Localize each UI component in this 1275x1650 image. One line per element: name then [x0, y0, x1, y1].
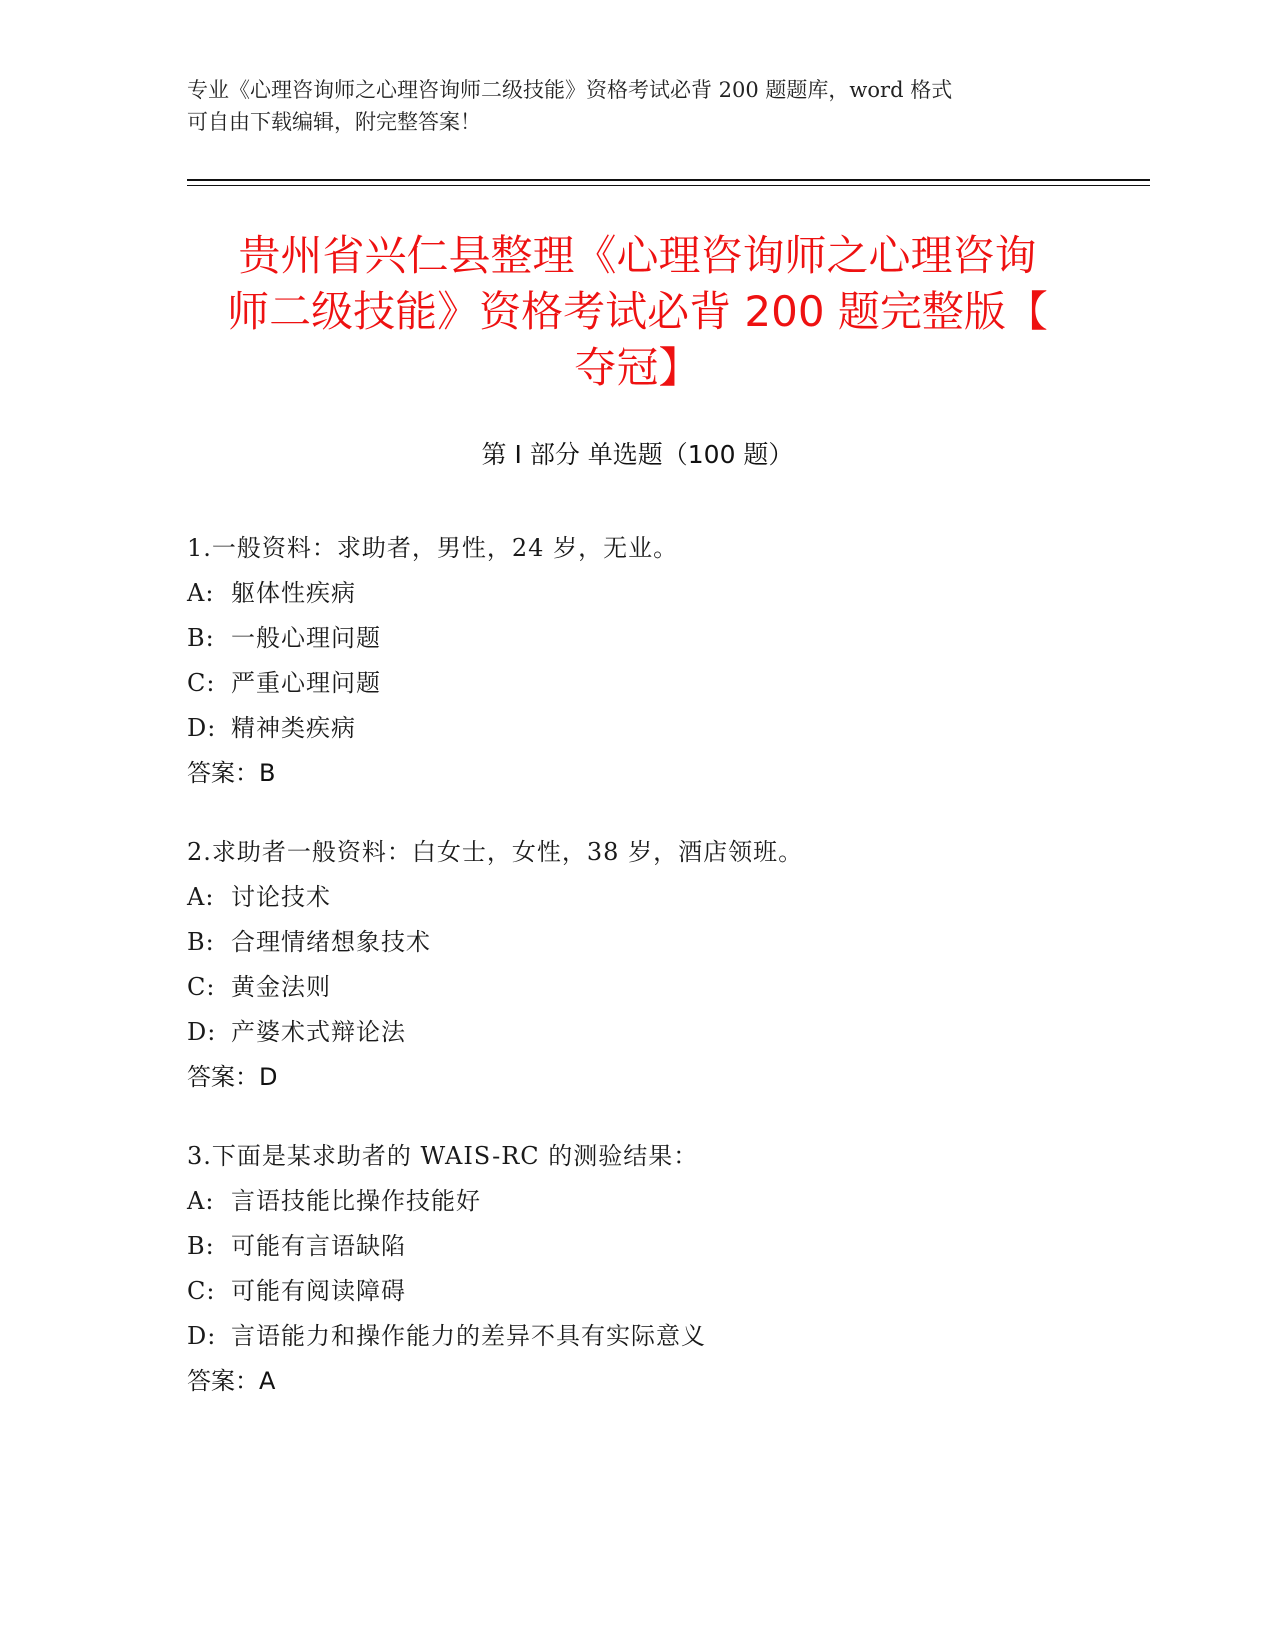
option-text: 可能有阅读障碍: [231, 1277, 406, 1305]
question-stem: 3.下面是某求助者的 WAIS-RC 的测验结果：: [187, 1142, 699, 1170]
option-text: 言语能力和操作能力的差异不具有实际意义: [231, 1322, 706, 1350]
option-text: 精神类疾病: [231, 714, 356, 742]
option-text: 可能有言语缺陷: [231, 1232, 406, 1260]
document-title-line-3: 夺冠】: [574, 343, 701, 392]
answer: 答案：D: [187, 1063, 278, 1091]
option-c: [187, 970, 1137, 1015]
option-text: 严重心理问题: [231, 669, 381, 697]
question-item: [187, 835, 1137, 1094]
option-key: C:: [187, 1277, 216, 1305]
document-title-line-1: 贵州省兴仁县整理《心理咨询师之心理咨询: [238, 231, 1037, 280]
option-a: [187, 576, 1137, 621]
option-d: [187, 1319, 1137, 1364]
header-note-line-2: 可自由下载编辑，附完整答案！: [187, 110, 481, 134]
option-a: [187, 1184, 1137, 1229]
option-text: 黄金法则: [231, 973, 331, 1001]
option-c: [187, 666, 1137, 711]
document-title: [180, 228, 1095, 396]
option-d: [187, 711, 1137, 756]
option-c: [187, 1274, 1137, 1319]
option-key: B:: [187, 928, 215, 956]
option-key: A:: [187, 883, 215, 911]
option-a: [187, 880, 1137, 925]
answer: 答案：B: [187, 759, 276, 787]
question-stem: 1.一般资料：求助者，男性，24 岁，无业。: [187, 534, 679, 562]
option-key: A:: [187, 579, 215, 607]
option-key: B:: [187, 624, 215, 652]
option-key: A:: [187, 1187, 215, 1215]
option-key: D:: [187, 1322, 217, 1350]
option-b: [187, 621, 1137, 666]
question-stem: 2.求助者一般资料：白女士，女性，38 岁，酒店领班。: [187, 838, 804, 866]
option-key: C:: [187, 973, 216, 1001]
option-text: 一般心理问题: [231, 624, 381, 652]
option-text: 合理情绪想象技术: [231, 928, 431, 956]
option-text: 躯体性疾病: [231, 579, 356, 607]
document-title-line-2: 师二级技能》资格考试必背 200 题完整版【: [227, 287, 1048, 336]
document-header-note: [187, 74, 1087, 138]
option-key: B:: [187, 1232, 215, 1260]
option-key: D:: [187, 1018, 217, 1046]
header-divider-thin: [187, 185, 1150, 186]
question-list: [187, 531, 1137, 1443]
option-text: 言语技能比操作技能好: [231, 1187, 481, 1215]
question-item: [187, 531, 1137, 790]
option-b: [187, 925, 1137, 970]
option-key: D:: [187, 714, 217, 742]
section-title: 第 I 部分 单选题（100 题）: [481, 440, 794, 469]
option-d: [187, 1015, 1137, 1060]
option-text: 产婆术式辩论法: [231, 1018, 406, 1046]
option-key: C:: [187, 669, 216, 697]
option-b: [187, 1229, 1137, 1274]
answer: 答案：A: [187, 1367, 276, 1395]
question-item: [187, 1139, 1137, 1398]
option-text: 讨论技术: [231, 883, 331, 911]
header-divider-thick: [187, 179, 1150, 181]
header-note-line-1: 专业《心理咨询师之心理咨询师二级技能》资格考试必背 200 题题库，word 格式: [187, 78, 953, 102]
